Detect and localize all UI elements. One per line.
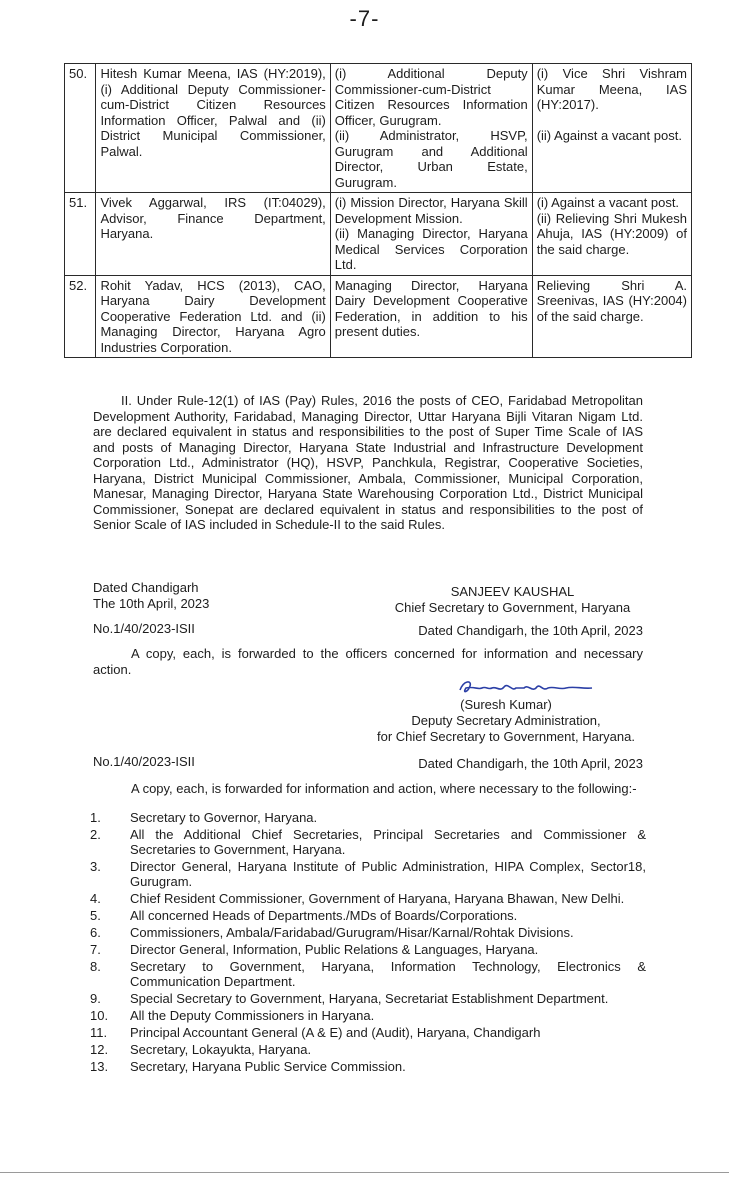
posting-cell: (i) Additional Deputy Commissioner-cum-District Citizen Resources Information Officer, Gurugram. (ii) Administrator, HSVP, Gurugram and Additional Director, Urban Estate, Gurugram. bbox=[330, 64, 532, 193]
officer-cell: Hitesh Kumar Meena, IAS (HY:2019), (i) Additional Deputy Commissioner-cum-District Citizen Resources Information Officer, Palwal and (ii) District Municipal Commissioner, Palwal. bbox=[96, 64, 330, 193]
posting-cell: (i) Mission Director, Haryana Skill Development Mission. (ii) Managing Director, Haryana Medical Services Corporation Ltd. bbox=[330, 193, 532, 276]
list-item bbox=[90, 1042, 646, 1057]
signatory-name: SANJEEV KAUSHAL bbox=[450, 584, 575, 599]
list-item-text: Secretary to Government, Haryana, Information Technology, Electronics & Communication Department. bbox=[130, 959, 646, 989]
list-item-number: 12. bbox=[90, 1042, 109, 1057]
dated-2: Dated Chandigarh, the 10th April, 2023 bbox=[418, 756, 643, 771]
list-item-text: Secretary to Governor, Haryana. bbox=[130, 810, 318, 825]
deputy-designation: Deputy Secretary Administration, bbox=[411, 713, 601, 728]
list-item bbox=[90, 908, 646, 923]
dated-date: The 10th April, 2023 bbox=[93, 596, 210, 611]
list-item bbox=[90, 942, 646, 957]
officer-cell: Rohit Yadav, HCS (2013), CAO, Haryana Dairy Development Cooperative Federation Ltd. and (ii) Managing Director, Haryana Agro Industries Corporation. bbox=[96, 275, 330, 358]
list-item-text: Principal Accountant General (A & E) and (Audit), Haryana, Chandigarh bbox=[130, 1025, 541, 1040]
list-item-text: Director General, Information, Public Relations & Languages, Haryana. bbox=[130, 942, 539, 957]
list-item-number: 9. bbox=[90, 991, 101, 1006]
against-cell: (i) Vice Shri Vishram Kumar Meena, IAS (HY:2017). (ii) Against a vacant post. bbox=[532, 64, 691, 193]
list-item-text: Secretary, Haryana Public Service Commission. bbox=[130, 1059, 406, 1074]
deputy-for-line: for Chief Secretary to Government, Haryana. bbox=[377, 729, 635, 744]
dated-block bbox=[93, 580, 209, 612]
page-number: -7- bbox=[349, 6, 380, 31]
list-item-text: Special Secretary to Government, Haryana, Secretariat Establishment Department. bbox=[130, 991, 609, 1006]
footer-divider bbox=[0, 1172, 729, 1173]
against-cell: (i) Against a vacant post. (ii) Relieving Shri Mukesh Ahuja, IAS (HY:2009) of the said charge. bbox=[532, 193, 691, 276]
list-item-number: 6. bbox=[90, 925, 101, 940]
list-item-number: 13. bbox=[90, 1059, 109, 1074]
list-item-number: 3. bbox=[90, 859, 101, 874]
list-item-number: 1. bbox=[90, 810, 101, 825]
list-item-number: 8. bbox=[90, 959, 101, 974]
endorsement-1-text: A copy, each, is forwarded to the officers concerned for information and necessary action. bbox=[93, 646, 643, 677]
against-cell: Relieving Shri A. Sreenivas, IAS (HY:2004) of the said charge. bbox=[532, 275, 691, 358]
officer-cell: Vivek Aggarwal, IRS (IT:04029), Advisor, Finance Department, Haryana. bbox=[96, 193, 330, 276]
posting-table bbox=[64, 63, 692, 358]
list-item-text: Director General, Haryana Institute of Public Administration, HIPA Complex, Sector18, Gurugram. bbox=[130, 859, 646, 889]
table-row bbox=[65, 193, 692, 276]
list-item bbox=[90, 1008, 646, 1023]
list-item-number: 4. bbox=[90, 891, 101, 906]
list-item-number: 7. bbox=[90, 942, 101, 957]
posting-cell: Managing Director, Haryana Dairy Development Cooperative Federation, in addition to his present duties. bbox=[330, 275, 532, 358]
signatory-block bbox=[382, 584, 643, 616]
list-item bbox=[90, 859, 646, 889]
list-item bbox=[90, 1059, 646, 1074]
list-item bbox=[90, 991, 646, 1006]
dated-1: Dated Chandigarh, the 10th April, 2023 bbox=[418, 623, 643, 638]
list-item-text: All the Additional Chief Secretaries, Principal Secretaries and Commissioner & Secretaries to Government, Haryana. bbox=[130, 827, 646, 857]
list-item-text: All the Deputy Commissioners in Haryana. bbox=[130, 1008, 375, 1023]
list-item-number: 2. bbox=[90, 827, 101, 842]
list-item-number: 11. bbox=[90, 1025, 108, 1040]
endorsement-2-text: A copy, each, is forwarded for information and action, where necessary to the following:- bbox=[131, 781, 637, 796]
table-row bbox=[65, 275, 692, 358]
list-item-number: 5. bbox=[90, 908, 101, 923]
row-number: 51. bbox=[65, 193, 96, 276]
list-item bbox=[90, 1025, 646, 1040]
list-item-text: All concerned Heads of Departments./MDs of Boards/Corporations. bbox=[130, 908, 518, 923]
ref-no-1: No.1/40/2023-ISII bbox=[93, 621, 195, 636]
ref-no-2: No.1/40/2023-ISII bbox=[93, 754, 195, 769]
deputy-name: (Suresh Kumar) bbox=[460, 697, 552, 712]
list-item bbox=[90, 810, 646, 825]
list-item-text: Commissioners, Ambala/Faridabad/Gurugram/Hisar/Karnal/Rohtak Divisions. bbox=[130, 925, 574, 940]
list-item bbox=[90, 891, 646, 906]
row-number: 50. bbox=[65, 64, 96, 193]
table-row bbox=[65, 64, 692, 193]
row-number: 52. bbox=[65, 275, 96, 358]
deputy-sign-block bbox=[370, 697, 642, 745]
paragraph-ii: II. Under Rule-12(1) of IAS (Pay) Rules, 2016 the posts of CEO, Faridabad Metropolitan Development Authority, Faridabad, Managing Director, Uttar Haryana Bijli Vitaran Nigam Ltd. are declared equivalent in status and responsibilities to the post of Super Time Scale of IAS and posts of Managing Director, Haryana State Industrial and Infrastructure Development Corporation Ltd., Administrator (HQ), HSVP, Panchkula, Registrar, Cooperative Societies, Haryana, District Municipal Commissioner, Ambala, Commissioner, Municipal Corporation, Manesar, Managing Director, Haryana State Warehousing Corporation Ltd., District Municipal Commissioner, Sonepat are declared equivalent in status and responsibilities to the post of Senior Scale of IAS included in Schedule-II to the said Rules. bbox=[93, 393, 643, 532]
list-item-number: 10. bbox=[90, 1008, 109, 1023]
signatory-title: Chief Secretary to Government, Haryana bbox=[394, 600, 631, 615]
list-item bbox=[90, 959, 646, 989]
list-item bbox=[90, 925, 646, 940]
list-item-text: Chief Resident Commissioner, Government of Haryana, Haryana Bhawan, New Delhi. bbox=[130, 891, 625, 906]
dated-place: Dated Chandigarh bbox=[93, 580, 199, 595]
distribution-list bbox=[90, 810, 646, 1076]
list-item bbox=[90, 827, 646, 857]
list-item-text: Secretary, Lokayukta, Haryana. bbox=[130, 1042, 312, 1057]
